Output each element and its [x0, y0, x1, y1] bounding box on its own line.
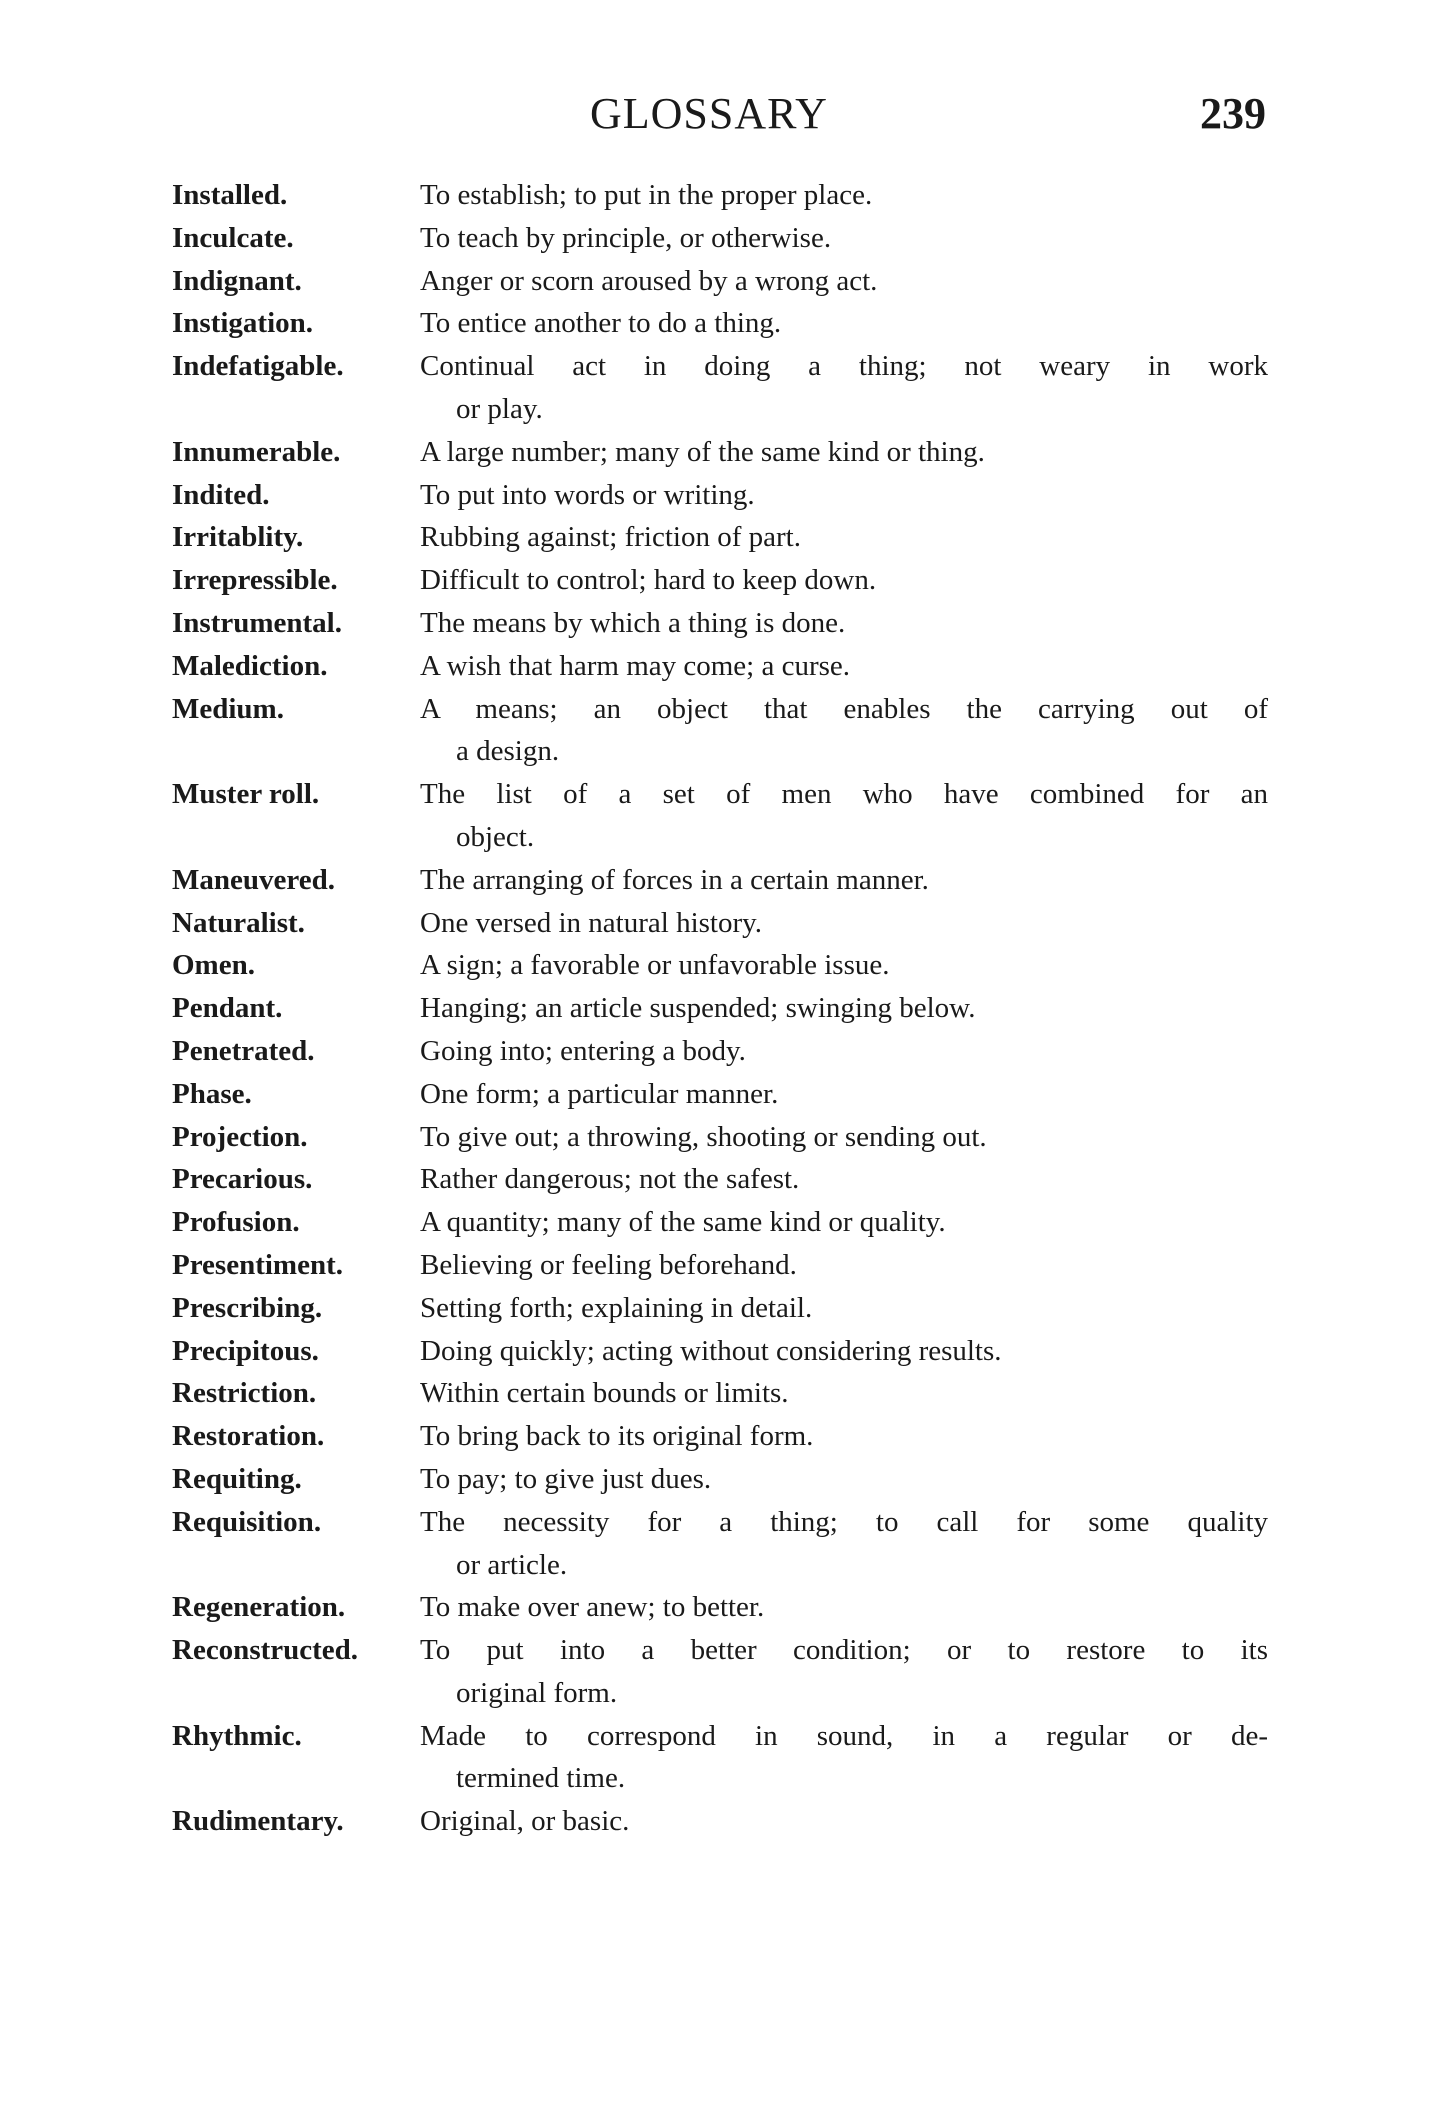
glossary-definition — [420, 174, 1268, 217]
definition-line: Going into; entering a body. — [420, 1034, 746, 1067]
definition-line: To make over anew; to better. — [420, 1591, 765, 1624]
glossary-entry — [172, 1372, 1268, 1415]
glossary-entry — [172, 1287, 1268, 1330]
definition-line: To establish; to put in the proper place. — [420, 179, 873, 211]
glossary-entry — [172, 645, 1268, 688]
glossary-definition — [420, 431, 1268, 474]
definition-line: a design. — [456, 735, 560, 768]
glossary-entry — [172, 516, 1268, 559]
glossary-entry — [172, 902, 1268, 945]
glossary-definition — [420, 1458, 1268, 1501]
glossary-term: Reconstructed. — [172, 1634, 359, 1667]
glossary-entry — [172, 1415, 1268, 1458]
glossary-definition — [420, 688, 1268, 774]
glossary-definition — [420, 1287, 1268, 1330]
definition-line: or play. — [456, 392, 543, 425]
glossary-entry — [172, 1458, 1268, 1501]
definition-line: To put into words or writing. — [420, 478, 755, 511]
glossary-definition — [420, 944, 1268, 987]
definition-line: A sign; a favorable or unfavorable issue. — [420, 949, 890, 982]
glossary-definition — [420, 516, 1268, 559]
glossary-entry — [172, 688, 1268, 774]
definition-line: One form; a particular manner. — [420, 1077, 779, 1110]
definition-line: Within certain bounds or limits. — [420, 1377, 789, 1410]
glossary-term: Phase. — [172, 1077, 252, 1110]
glossary-definition — [420, 302, 1268, 345]
glossary-definition — [420, 602, 1268, 645]
glossary-entry — [172, 773, 1268, 859]
definition-line: A large number; many of the same kind or thing. — [420, 435, 985, 468]
page-number: 239 — [1200, 89, 1266, 138]
glossary-term: Inculcate. — [172, 221, 294, 254]
glossary-entry — [172, 944, 1268, 987]
definition-line: termined time. — [456, 1762, 626, 1795]
glossary-definition — [420, 859, 1268, 902]
definition-line: To bring back to its original form. — [420, 1420, 814, 1453]
definition-line: A wish that harm may come; a curse. — [420, 649, 851, 682]
glossary-entry — [172, 217, 1268, 260]
glossary-term: Naturalist. — [172, 906, 305, 939]
glossary-entry — [172, 1073, 1268, 1116]
glossary-definition — [420, 987, 1268, 1030]
glossary-definition — [420, 1244, 1268, 1287]
glossary-entry — [172, 345, 1268, 431]
definition-line: A quantity; many of the same kind or quality. — [420, 1206, 946, 1239]
glossary-entry — [172, 987, 1268, 1030]
glossary-definition — [420, 645, 1268, 688]
glossary-term: Instrumental. — [172, 606, 342, 639]
glossary-term: Installed. — [172, 179, 288, 211]
glossary-term: Malediction. — [172, 649, 328, 682]
definition-line: or article. — [456, 1548, 568, 1581]
definition-line: Setting forth; explaining in detail. — [420, 1291, 813, 1324]
glossary-term: Indited. — [172, 478, 270, 511]
definition-line: The arranging of forces in a certain manner. — [420, 863, 929, 896]
glossary-term: Requiting. — [172, 1462, 302, 1495]
glossary-definition — [420, 1715, 1268, 1801]
definition-line: Difficult to control; hard to keep down. — [420, 564, 877, 597]
definition-line: Made to correspond in sound, in a regular or de- — [420, 1719, 1268, 1752]
definition-line: Rubbing against; friction of part. — [420, 521, 801, 554]
definition-line: Believing or feeling beforehand. — [420, 1248, 797, 1281]
glossary-term: Profusion. — [172, 1206, 300, 1239]
glossary-entry — [172, 1629, 1268, 1715]
definition-line: To entice another to do a thing. — [420, 307, 782, 340]
definition-line: original form. — [456, 1676, 618, 1709]
glossary-definition — [420, 1201, 1268, 1244]
glossary-list — [172, 174, 1268, 1843]
glossary-term: Restriction. — [172, 1377, 317, 1410]
definition-line: Doing quickly; acting without considering results. — [420, 1334, 1002, 1367]
glossary-term: Rudimentary. — [172, 1805, 344, 1838]
glossary-definition — [420, 217, 1268, 260]
glossary-definition — [420, 260, 1268, 303]
glossary-entry — [172, 1800, 1268, 1843]
glossary-entry — [172, 474, 1268, 517]
definition-line: One versed in natural history. — [420, 906, 762, 939]
glossary-term: Restoration. — [172, 1420, 325, 1453]
glossary-term: Presentiment. — [172, 1248, 343, 1281]
definition-line: object. — [456, 820, 535, 853]
glossary-definition — [420, 345, 1268, 431]
definition-line: Anger or scorn aroused by a wrong act. — [420, 264, 878, 297]
glossary-entry — [172, 559, 1268, 602]
definition-line: To put into a better condition; or to restore to its — [420, 1634, 1268, 1667]
glossary-definition — [420, 474, 1268, 517]
glossary-term: Omen. — [172, 949, 255, 982]
glossary-entry — [172, 1158, 1268, 1201]
definition-line: Continual act in doing a thing; not weary in work — [420, 350, 1268, 383]
glossary-definition — [420, 1629, 1268, 1715]
glossary-term: Indefatigable. — [172, 350, 344, 383]
glossary-definition — [420, 773, 1268, 859]
glossary-definition — [420, 1330, 1268, 1373]
glossary-definition — [420, 1158, 1268, 1201]
definition-line: Hanging; an article suspended; swinging below. — [420, 992, 976, 1025]
definition-line: The means by which a thing is done. — [420, 606, 846, 639]
glossary-term: Prescribing. — [172, 1291, 323, 1324]
glossary-entry — [172, 1586, 1268, 1629]
glossary-term: Indignant. — [172, 264, 302, 297]
glossary-entry — [172, 1201, 1268, 1244]
glossary-term: Precarious. — [172, 1163, 313, 1196]
glossary-entry — [172, 602, 1268, 645]
glossary-definition — [420, 1372, 1268, 1415]
page-title: GLOSSARY — [590, 89, 828, 138]
glossary-entry — [172, 1244, 1268, 1287]
definition-line: Original, or basic. — [420, 1805, 630, 1838]
definition-line: The necessity for a thing; to call for some quality — [420, 1505, 1268, 1538]
definition-line: Rather dangerous; not the safest. — [420, 1163, 800, 1196]
glossary-entry — [172, 260, 1268, 303]
glossary-entry — [172, 859, 1268, 902]
glossary-entry — [172, 302, 1268, 345]
glossary-entry — [172, 174, 1268, 217]
glossary-term: Rhythmic. — [172, 1719, 302, 1752]
glossary-term: Requisition. — [172, 1505, 322, 1538]
definition-line: To give out; a throwing, shooting or sending out. — [420, 1120, 987, 1153]
glossary-definition — [420, 1586, 1268, 1629]
glossary-definition — [420, 902, 1268, 945]
glossary-definition — [420, 1800, 1268, 1843]
glossary-entry — [172, 1116, 1268, 1159]
glossary-entry — [172, 1030, 1268, 1073]
glossary-entry — [172, 1501, 1268, 1587]
glossary-term: Maneuvered. — [172, 863, 335, 896]
glossary-term: Projection. — [172, 1120, 308, 1153]
glossary-term: Regeneration. — [172, 1591, 346, 1624]
glossary-definition — [420, 559, 1268, 602]
glossary-entry — [172, 431, 1268, 474]
glossary-term: Irritablity. — [172, 521, 304, 554]
glossary-definition — [420, 1030, 1268, 1073]
definition-line: A means; an object that enables the carrying out of — [420, 692, 1268, 725]
definition-line: The list of a set of men who have combined for an — [420, 778, 1268, 811]
glossary-term: Precipitous. — [172, 1334, 319, 1367]
glossary-definition — [420, 1501, 1268, 1587]
glossary-term: Irrepressible. — [172, 564, 338, 597]
glossary-term: Instigation. — [172, 307, 314, 340]
glossary-definition — [420, 1073, 1268, 1116]
glossary-entry — [172, 1715, 1268, 1801]
glossary-definition — [420, 1116, 1268, 1159]
glossary-term: Penetrated. — [172, 1034, 315, 1067]
definition-line: To pay; to give just dues. — [420, 1462, 712, 1495]
glossary-term: Muster roll. — [172, 778, 320, 811]
glossary-entry — [172, 1330, 1268, 1373]
glossary-definition — [420, 1415, 1268, 1458]
glossary-term: Medium. — [172, 692, 284, 725]
glossary-term: Innumerable. — [172, 435, 341, 468]
definition-line: To teach by principle, or otherwise. — [420, 221, 832, 254]
glossary-term: Pendant. — [172, 992, 283, 1025]
